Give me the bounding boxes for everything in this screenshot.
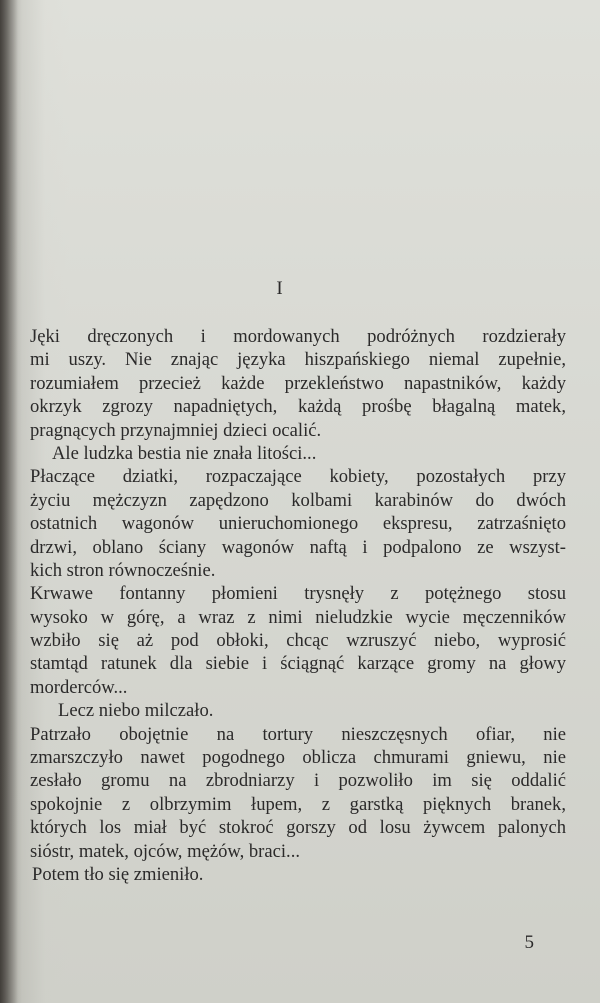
- text-line: okrzyk zgrozy napadniętych, każdą prośbę błagalną matek,: [30, 396, 566, 418]
- page-number: 5: [524, 932, 534, 953]
- text-line: morderców...: [30, 676, 128, 698]
- text-line: Krwawe fontanny płomieni trysnęły z potężnego stosu: [30, 583, 566, 605]
- text-line: mi uszy. Nie znając języka hiszpańskiego niemal zupełnie,: [30, 349, 566, 371]
- text-line: których los miał być stokroć gorszy od losu żywcem palonych: [30, 817, 566, 839]
- text-line: życiu mężczyzn zapędzono kolbami karabinów do dwóch: [30, 489, 566, 511]
- text-line: wzbiło się aż pod obłoki, chcąc wzruszyć niebo, wyprosić: [30, 630, 566, 652]
- text-line: kich stron równocześnie.: [30, 559, 216, 581]
- text-line: wysoko w górę, a wraz z nimi nieludzkie wycie męczenników: [30, 606, 566, 628]
- text-line: stamtąd ratunek dla siebie i ściągnąć karzące gromy na głowy: [30, 653, 566, 675]
- chapter-heading: I: [276, 278, 284, 299]
- text-line: pragnących przynajmniej dzieci ocalić.: [30, 419, 322, 441]
- text-line: zmarszczyło nawet pogodnego oblicza chmurami gniewu, nie: [30, 747, 566, 769]
- text-line: drzwi, oblano ściany wagonów naftą i podpalono ze wszyst-: [30, 536, 566, 558]
- text-line: Patrzało obojętnie na tortury nieszczęsnych ofiar, nie: [30, 723, 566, 745]
- text-line: Płaczące dziatki, rozpaczające kobiety, pozostałych przy: [30, 466, 566, 488]
- text-line: Jęki dręczonych i mordowanych podróżnych rozdzierały: [30, 326, 566, 347]
- text-line: Ale ludzka bestia nie znała litości...: [52, 442, 317, 464]
- text-line: spokojnie z olbrzymim łupem, z garstką pięknych branek,: [30, 793, 566, 815]
- text-line: sióstr, matek, ojców, mężów, braci...: [30, 840, 300, 862]
- text-line: zesłało gromu na zbrodniarzy i pozwoliło im się oddalić: [30, 770, 566, 792]
- text-line: Lecz niebo milczało.: [58, 700, 214, 722]
- text-line: Potem tło się zmieniło.: [32, 863, 204, 885]
- page-gutter-shadow: [0, 0, 18, 1003]
- body-text: [30, 325, 566, 886]
- text-line: ostatnich wagonów unieruchomionego ekspresu, zatrzaśnięto: [30, 513, 566, 535]
- text-line: rozumiałem przecież każde przekleństwo napastników, każdy: [30, 372, 566, 394]
